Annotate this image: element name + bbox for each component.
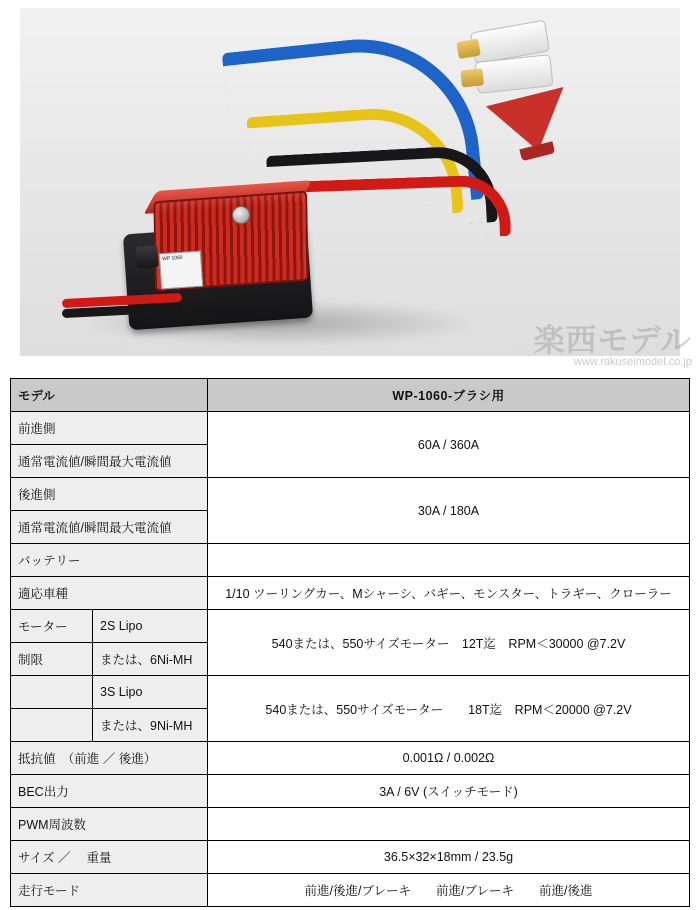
row-label: 通常電流値/瞬間最大電流値	[11, 445, 208, 478]
row-sublabel: または、9Ni-MH	[93, 709, 208, 742]
row-sublabel: または、6Ni-MH	[93, 643, 208, 676]
row-label: 前進側	[11, 412, 208, 445]
table-row	[11, 577, 690, 610]
row-value	[208, 808, 690, 841]
table-row-header	[11, 379, 690, 412]
table-row	[11, 775, 690, 808]
row-label: PWM周波数	[11, 808, 208, 841]
table-row	[11, 610, 690, 643]
row-label: 後進側	[11, 478, 208, 511]
table-row	[11, 412, 690, 445]
row-label	[11, 709, 93, 742]
table-row	[11, 841, 690, 874]
row-label: BEC出力	[11, 775, 208, 808]
row-label: 抵抗値 （前進 ／ 後進）	[11, 742, 208, 775]
table-row	[11, 676, 690, 709]
row-label: 適応車種	[11, 577, 208, 610]
esc-power-switch	[135, 245, 158, 268]
row-value: 0.001Ω / 0.002Ω	[208, 742, 690, 775]
table-row	[11, 478, 690, 511]
row-label: 通常電流値/瞬間最大電流値	[11, 511, 208, 544]
row-value: 540または、550サイズモーター 18T迄 RPM＜20000 @7.2V	[208, 676, 690, 742]
row-label: 制限	[11, 643, 93, 676]
row-value: 540または、550サイズモーター 12T迄 RPM＜30000 @7.2V	[208, 610, 690, 676]
esc-model-label: WP 1060	[159, 251, 203, 290]
table-header-value: WP-1060-ブラシ用	[208, 379, 690, 412]
red-wire	[279, 174, 511, 244]
watermark-url: www.rakuseimodel.co.jp	[574, 356, 692, 368]
product-photo	[0, 0, 700, 372]
row-sublabel: 2S Lipo	[93, 610, 208, 643]
table-row	[11, 874, 690, 907]
watermark-text: 楽西モデル	[533, 323, 692, 358]
row-label: バッテリー	[11, 544, 208, 577]
specification-table-wrapper	[10, 378, 690, 907]
row-value: 前進/後進/ブレーキ 前進/ブレーキ 前進/後進	[208, 874, 690, 907]
row-sublabel: 3S Lipo	[93, 676, 208, 709]
table-header-label: モデル	[11, 379, 208, 412]
row-value: 36.5×32×18mm / 23.5g	[208, 841, 690, 874]
row-label: モーター	[11, 610, 93, 643]
specification-table	[10, 378, 690, 907]
row-value: 3A / 6V (スイッチモード)	[208, 775, 690, 808]
row-value: 60A / 360A	[208, 412, 690, 478]
table-row	[11, 742, 690, 775]
row-label: サイズ ／ 重量	[11, 841, 208, 874]
table-row	[11, 808, 690, 841]
esc-screw	[232, 206, 250, 224]
row-value: 30A / 180A	[208, 478, 690, 544]
table-row	[11, 544, 690, 577]
row-label	[11, 676, 93, 709]
row-label: 走行モード	[11, 874, 208, 907]
row-value: 1/10 ツーリングカー、Mシャーシ、バギー、モンスター、トラギー、クローラー	[208, 577, 690, 610]
row-value	[208, 544, 690, 577]
product-photo-canvas	[0, 0, 700, 372]
